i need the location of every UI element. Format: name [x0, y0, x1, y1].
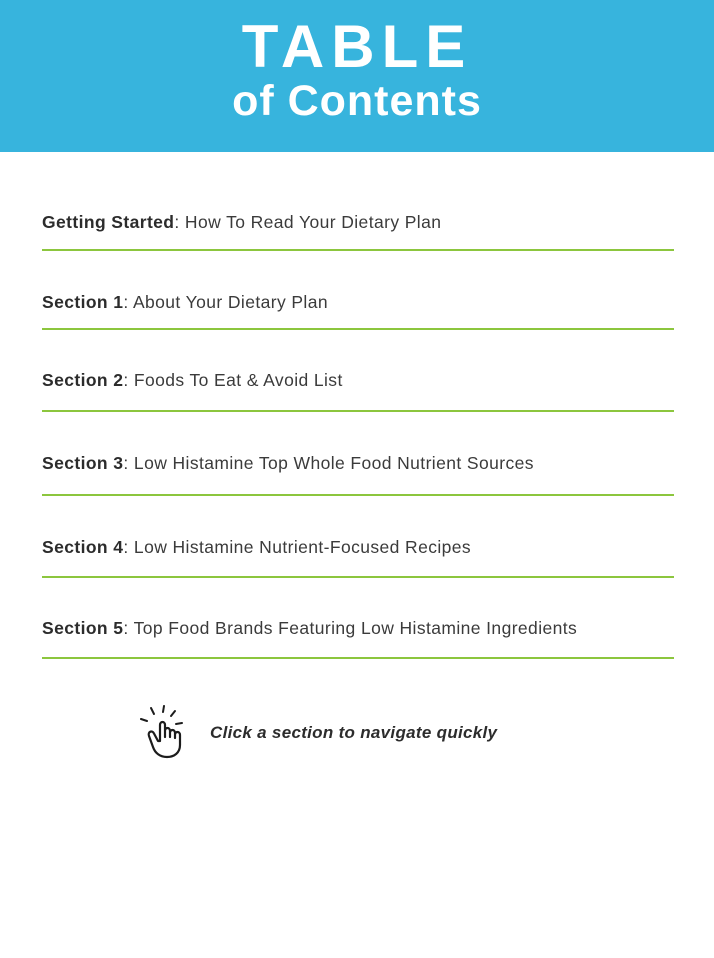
- toc-entry-lead: Section 2: [42, 370, 124, 390]
- toc-divider: [42, 410, 674, 412]
- toc-entry-label[interactable]: [42, 452, 674, 473]
- toc-entry-label[interactable]: [42, 617, 674, 638]
- toc-entry-rest: : About Your Dietary Plan: [123, 291, 328, 312]
- toc-entry-section-5[interactable]: [42, 617, 674, 660]
- toc-entry-lead: Section 3: [42, 452, 124, 473]
- toc-entry-rest: : Low Histamine Top Whole Food Nutrient Sources: [123, 452, 534, 473]
- toc-entry-label[interactable]: [42, 539, 674, 557]
- page-title: TABLE: [241, 13, 473, 80]
- toc-entry-lead: Section 1: [42, 291, 124, 312]
- toc-divider: [42, 657, 674, 659]
- toc-entry-lead: Section 5: [42, 617, 124, 638]
- toc-entry-rest: : Foods To Eat & Avoid List: [123, 370, 343, 390]
- navigation-hint-text: Click a section to navigate quickly: [210, 722, 498, 742]
- toc-entry-label[interactable]: [42, 291, 674, 312]
- toc-divider: [42, 249, 674, 251]
- toc-entry-getting-started[interactable]: [42, 214, 674, 251]
- toc-divider: [42, 576, 674, 578]
- toc-entry-section-1[interactable]: [42, 291, 674, 331]
- click-hand-icon: [140, 705, 200, 760]
- toc-entry-lead: Section 4: [42, 537, 124, 557]
- toc-entry-lead: Getting Started: [42, 212, 175, 232]
- toc-entry-section-2[interactable]: [42, 372, 674, 412]
- toc-entry-rest: : How To Read Your Dietary Plan: [174, 212, 442, 232]
- toc-divider: [42, 328, 674, 330]
- navigation-hint: [0, 705, 714, 760]
- toc-list: [0, 214, 714, 659]
- toc-entry-section-3[interactable]: [42, 452, 674, 497]
- toc-entry-section-4[interactable]: [42, 539, 674, 578]
- toc-entry-label[interactable]: [42, 214, 674, 232]
- page-subtitle: of Contents: [232, 77, 482, 125]
- page-header: [0, 0, 714, 152]
- toc-divider: [42, 494, 674, 496]
- toc-entry-label[interactable]: [42, 372, 674, 390]
- toc-entry-rest: : Top Food Brands Featuring Low Histamine Ingredients: [123, 617, 578, 638]
- toc-entry-rest: : Low Histamine Nutrient-Focused Recipes: [123, 537, 472, 557]
